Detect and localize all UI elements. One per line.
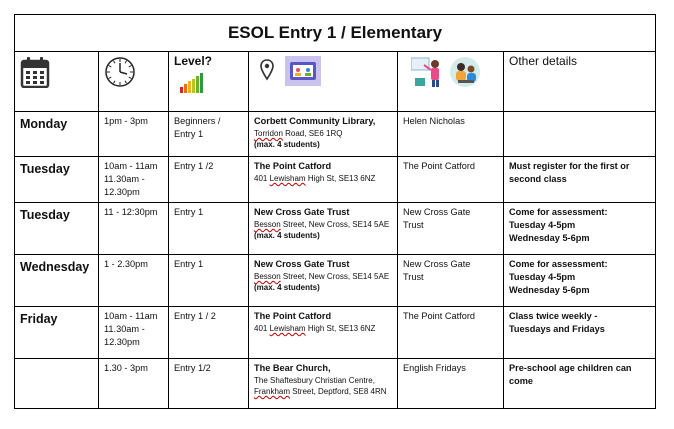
cell-line: English Fridays <box>403 363 466 373</box>
level-cell <box>169 157 249 203</box>
table-row <box>15 112 656 157</box>
cell-line: Pre-school age children can <box>509 363 632 373</box>
venue-address-part: Street, Deptford, SE8 4RN <box>290 387 387 396</box>
cell-line: second class <box>509 174 567 184</box>
cell-line: Tuesday 4-5pm <box>509 220 576 230</box>
venue-address-line2 <box>254 386 392 397</box>
venue-cell <box>249 307 398 359</box>
cell-line: Entry 1 <box>174 259 204 269</box>
other-cell <box>504 307 656 359</box>
cell-line: Helen Nicholas <box>403 116 465 126</box>
cell-line: 10am - 11am <box>104 311 158 321</box>
cell-line: 10am - 11am <box>104 161 158 171</box>
page-title: ESOL Entry 1 / Elementary <box>15 15 656 52</box>
day-cell <box>15 112 99 157</box>
cell-line: 1.30 - 3pm <box>104 363 148 373</box>
time-cell <box>99 157 169 203</box>
cell-line: Trust <box>403 220 424 230</box>
teacher-cell <box>398 112 504 157</box>
venue-address-part: 401 <box>254 174 270 183</box>
other-cell <box>504 157 656 203</box>
level-cell <box>169 112 249 157</box>
table-row <box>15 359 656 409</box>
other-cell <box>504 359 656 409</box>
venue-name: The Bear Church, <box>254 363 331 373</box>
venue-address-part: High St, SE13 6NZ <box>305 324 376 333</box>
day-cell <box>15 157 99 203</box>
cell-line: Tuesdays and Fridays <box>509 324 605 334</box>
cell-line: Trust <box>403 272 424 282</box>
cell-line: Must register for the first or <box>509 161 630 171</box>
day-label: Tuesday <box>20 208 70 222</box>
time-cell <box>99 255 169 307</box>
cell-line: 12.30pm <box>104 337 140 347</box>
level-cell <box>169 203 249 255</box>
level-bar <box>200 73 203 93</box>
location-pin-icon <box>260 59 274 85</box>
cell-line: Come for assessment: <box>509 207 608 217</box>
cell-line: 11.30am - <box>104 324 145 334</box>
venue-note: (max. 4 students) <box>254 231 320 240</box>
cell-line: New Cross Gate <box>403 259 471 269</box>
cell-line: 11.30am - <box>104 174 145 184</box>
table-row <box>15 307 656 359</box>
level-bars-icon <box>180 73 243 93</box>
level-bar <box>192 79 195 93</box>
venue-address-part: Torridon <box>254 129 283 138</box>
schedule-table <box>14 14 656 409</box>
cell-line: 1pm - 3pm <box>104 116 148 126</box>
students-icon <box>448 56 482 92</box>
cell-line: come <box>509 376 534 386</box>
level-bar <box>188 81 191 93</box>
time-cell <box>99 359 169 409</box>
venue-cell <box>249 112 398 157</box>
time-cell <box>99 112 169 157</box>
venue-address <box>254 219 392 230</box>
cell-line: Entry 1 <box>174 207 204 217</box>
map-icon <box>285 56 321 90</box>
venue-cell <box>249 359 398 409</box>
level-header-label: Level? <box>174 54 213 68</box>
day-cell <box>15 255 99 307</box>
venue-address <box>254 323 392 334</box>
venue-cell <box>249 203 398 255</box>
venue-cell <box>249 255 398 307</box>
header-teacher-cell <box>398 52 504 112</box>
other-cell <box>504 112 656 157</box>
level-bar <box>184 84 187 93</box>
venue-address-part: 401 <box>254 324 270 333</box>
cell-line: Entry 1 <box>174 129 204 139</box>
cell-line: Beginners / <box>174 116 221 126</box>
venue-name: The Point Catford <box>254 161 332 171</box>
teacher-cell <box>398 255 504 307</box>
time-cell <box>99 307 169 359</box>
day-label: Monday <box>20 117 68 131</box>
venue-note: (max. 4 students) <box>254 283 320 292</box>
cell-line: Come for assessment: <box>509 259 608 269</box>
venue-name: Corbett Community Library, <box>254 116 376 126</box>
venue-address-part: Besson <box>254 220 281 229</box>
header-other-cell: Other details <box>504 52 656 112</box>
venue-name: New Cross Gate Trust <box>254 207 350 217</box>
venue-address-part: Frankham <box>254 387 291 396</box>
venue-address <box>254 173 392 184</box>
venue-address-part: High St, SE13 6NZ <box>305 174 376 183</box>
table-row <box>15 157 656 203</box>
day-label: Wednesday <box>20 260 90 274</box>
title-row <box>15 15 656 52</box>
day-cell <box>15 359 99 409</box>
clock-icon <box>104 56 136 92</box>
venue-address <box>254 375 392 386</box>
teacher-icon <box>411 56 445 92</box>
other-cell <box>504 203 656 255</box>
table-row <box>15 203 656 255</box>
header-level-cell <box>169 52 249 112</box>
cell-line: Class twice weekly - <box>509 311 598 321</box>
calendar-icon <box>20 56 50 92</box>
day-label: Friday <box>20 312 58 326</box>
level-bar <box>196 76 199 93</box>
header-day-cell <box>15 52 99 112</box>
header-row <box>15 52 656 112</box>
venue-cell <box>249 157 398 203</box>
venue-address <box>254 128 392 139</box>
venue-address-part: Lewisham <box>269 324 306 333</box>
venue-address-part: The Shaftesbury Christian Centre, <box>254 376 375 385</box>
day-label: Tuesday <box>20 162 70 176</box>
cell-line: 12.30pm <box>104 187 140 197</box>
cell-line: Wednesday 5-6pm <box>509 285 590 295</box>
venue-name: The Point Catford <box>254 311 332 321</box>
venue-address-part: Besson <box>254 272 281 281</box>
level-cell <box>169 307 249 359</box>
day-cell <box>15 203 99 255</box>
venue-name: New Cross Gate Trust <box>254 259 350 269</box>
venue-address <box>254 271 392 282</box>
level-cell <box>169 255 249 307</box>
venue-address-part: Road, SE6 1RQ <box>282 129 343 138</box>
cell-line: New Cross Gate <box>403 207 471 217</box>
day-cell <box>15 307 99 359</box>
time-cell <box>99 203 169 255</box>
header-time-cell <box>99 52 169 112</box>
table-row <box>15 255 656 307</box>
header-venue-cell <box>249 52 398 112</box>
level-cell <box>169 359 249 409</box>
cell-line: Entry 1/2 <box>174 363 211 373</box>
level-bar <box>180 87 183 93</box>
venue-address-part: Street, New Cross, SE14 5AE <box>280 220 390 229</box>
cell-line: Wednesday 5-6pm <box>509 233 590 243</box>
venue-address-part: Street, New Cross, SE14 5AE <box>280 272 390 281</box>
cell-line: The Point Catford <box>403 161 476 171</box>
cell-line: Entry 1 /2 <box>174 161 214 171</box>
schedule-rows <box>15 112 656 409</box>
cell-line: 11 - 12:30pm <box>104 207 158 217</box>
venue-note: (max. 4 students) <box>254 140 320 149</box>
venue-address-part: Lewisham <box>269 174 306 183</box>
cell-line: Entry 1 / 2 <box>174 311 216 321</box>
teacher-cell <box>398 157 504 203</box>
other-cell <box>504 255 656 307</box>
cell-line: Tuesday 4-5pm <box>509 272 576 282</box>
cell-line: 1 - 2.30pm <box>104 259 148 269</box>
teacher-cell <box>398 203 504 255</box>
cell-line: The Point Catford <box>403 311 476 321</box>
teacher-cell <box>398 307 504 359</box>
teacher-cell <box>398 359 504 409</box>
